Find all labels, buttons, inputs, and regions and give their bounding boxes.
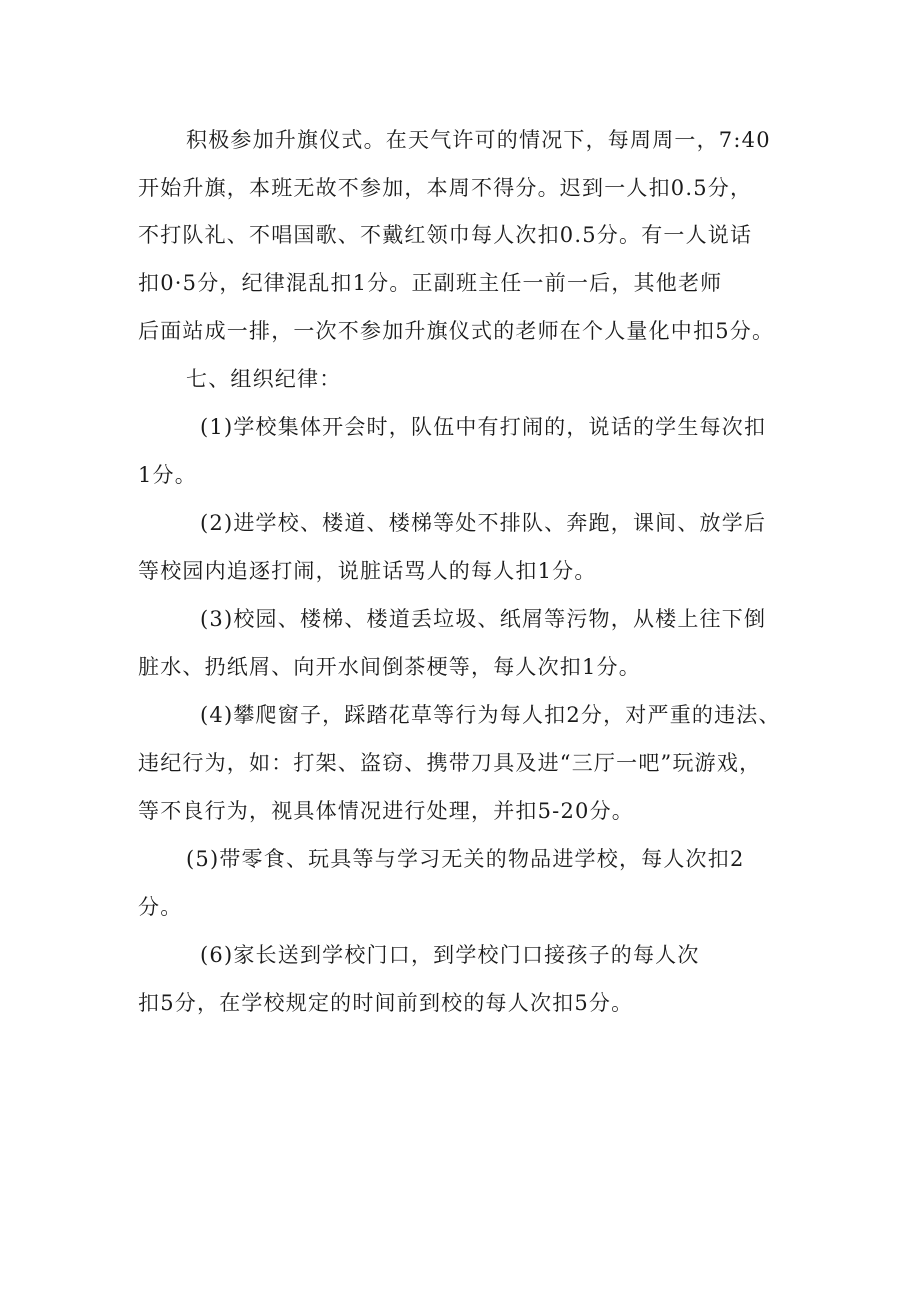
text-line-7: (1)学校集体开会时，队伍中有打闹的，说话的学生每次扣 [200, 415, 767, 439]
text-line-17: 分。 [138, 895, 183, 919]
section-heading: 七、组织纪律： [186, 367, 342, 391]
text-line-14: 违纪行为，如：打架、盗窃、携带刀具及进“三厅一吧”玩游戏， [138, 751, 762, 775]
text-line-10: 等校园内追逐打闹，说脏话骂人的每人扣1分。 [138, 559, 597, 583]
text-line-4: 扣0·5分，纪律混乱扣1分。正副班主任一前一后，其他老师 [138, 271, 723, 295]
text-line-16: (5)带零食、玩具等与学习无关的物品进学校，每人次扣2 [186, 847, 745, 871]
text-line-5: 后面站成一排，一次不参加升旗仪式的老师在个人量化中扣5分。 [138, 319, 775, 343]
text-line-12: 脏水、扔纸屑、向开水间倒茶梗等，每人次扣1分。 [138, 655, 641, 679]
text-line-9: (2)进学校、楼道、楼梯等处不排队、奔跑，课间、放学后 [200, 511, 767, 535]
text-line-11: (3)校园、楼梯、楼道丢垃圾、纸屑等污物，从楼上往下倒 [200, 607, 767, 631]
text-line-19: 扣5分，在学校规定的时间前到校的每人次扣5分。 [138, 991, 634, 1015]
text-line-3: 不打队礼、不唱国歌、不戴红领巾每人次扣0.5分。有一人说话 [138, 223, 753, 247]
text-line-18: (6)家长送到学校门口，到学校门口接孩子的每人次 [200, 943, 700, 967]
text-line-1: 积极参加升旗仪式。在天气许可的情况下，每周周一，7:40 [186, 128, 771, 152]
text-line-2: 开始升旗，本班无故不参加，本周不得分。迟到一人扣0.5分， [138, 176, 753, 200]
text-line-8: 1分。 [138, 463, 197, 487]
text-line-15: 等不良行为，视具体情况进行处理，并扣5-20分。 [138, 799, 634, 823]
text-line-13: (4)攀爬窗子，踩踏花草等行为每人扣2分，对严重的违法、 [200, 703, 781, 727]
